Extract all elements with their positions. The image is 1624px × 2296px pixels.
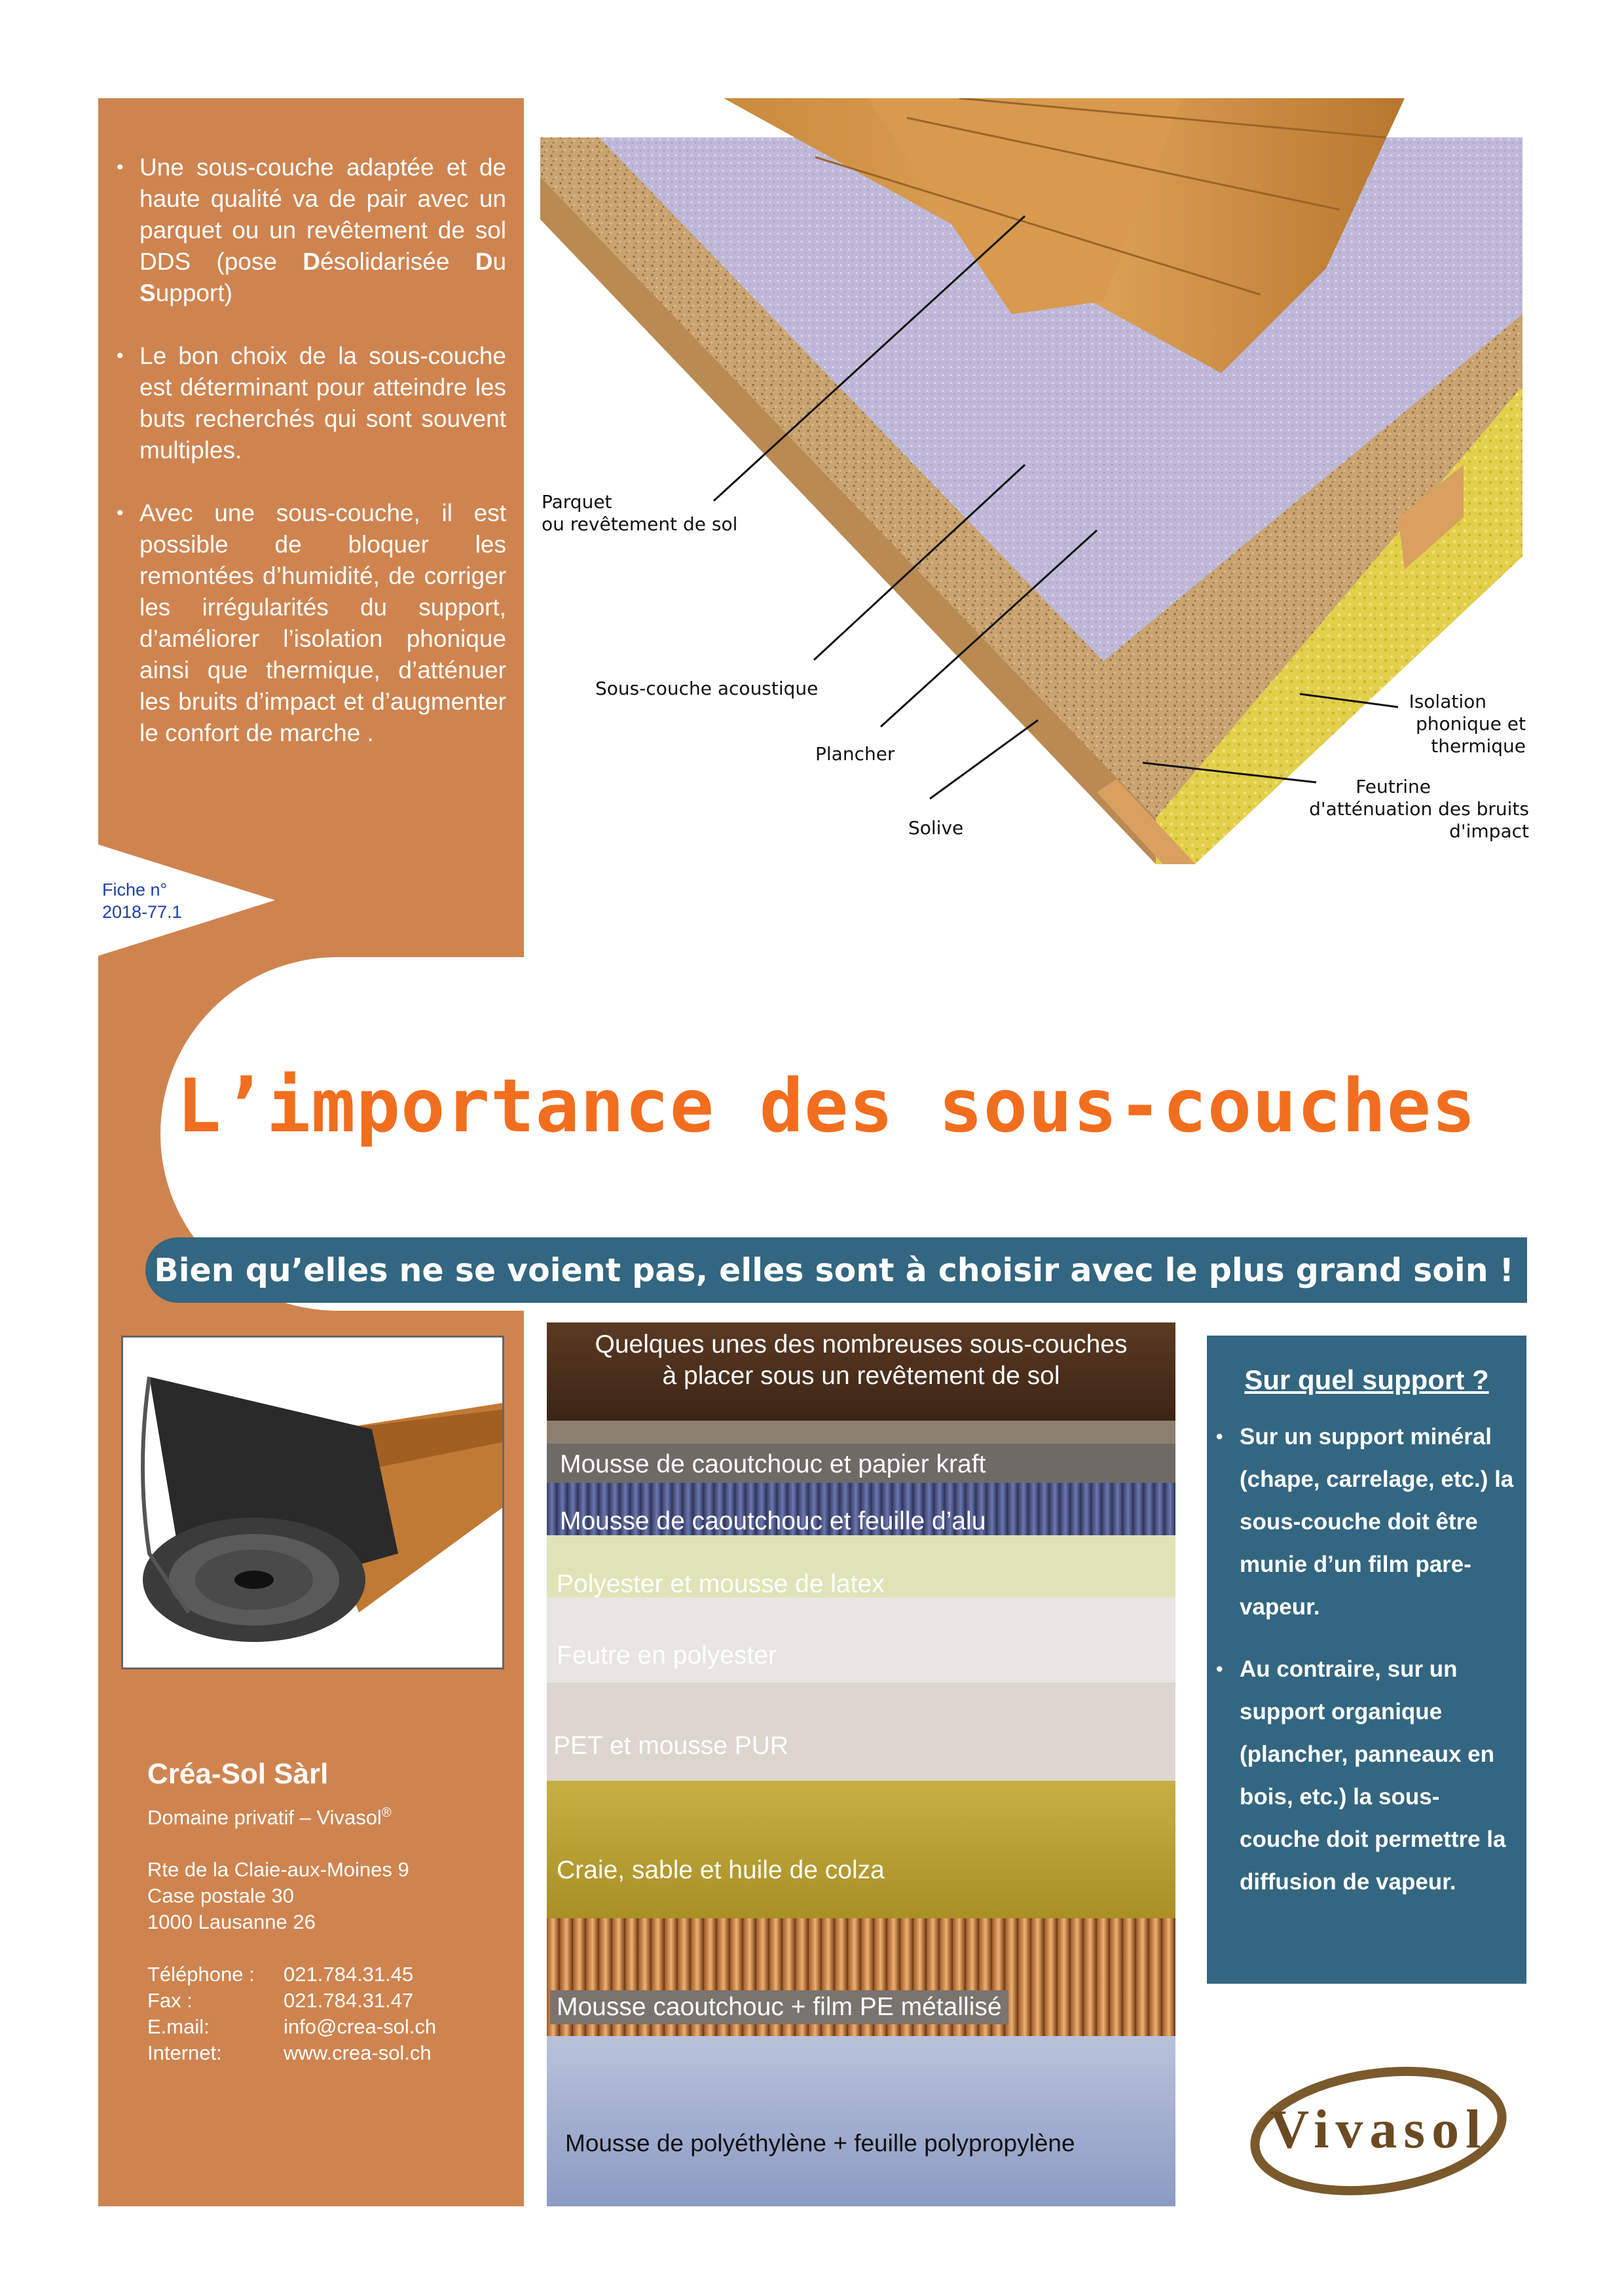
bullet-text: upport) (155, 280, 232, 306)
vivasol-logo (1238, 2062, 1513, 2200)
company-domain-text: Domaine privatif – Vivasol (147, 1806, 382, 1829)
sample-label: Polyester et mousse de latex (557, 1570, 885, 1598)
label-parquet-line1: Parquet (542, 491, 612, 513)
company-info (147, 1758, 436, 2066)
sample-label: Mousse de caoutchouc et papier kraft (560, 1450, 986, 1478)
page-title: L’importance des sous-couches (177, 1064, 1477, 1149)
company-domain (147, 1800, 436, 1831)
contact-website (147, 2040, 436, 2066)
company-name: Créa-Sol Sàrl (147, 1758, 329, 1790)
sample-strip-8 (547, 2036, 1175, 2206)
label-parquet (542, 491, 737, 536)
label-feutrine-line2: d'atténuation des bruits d'impact (1309, 798, 1529, 842)
bullet-bold-letter: D (303, 248, 320, 275)
contact-key: E.mail: (147, 2015, 210, 2039)
sample-kraft-edge (547, 1421, 1175, 1444)
contact-fax (147, 1988, 436, 2014)
sample-label: Mousse de caoutchouc et feuille d’alu (560, 1507, 986, 1535)
floor-layers-diagram (540, 98, 1529, 864)
registered-mark: ® (381, 1806, 392, 1820)
bullet-bold-letter: D (475, 248, 493, 275)
fiche-label-text: Fiche n° (102, 880, 168, 900)
address-line: Case postale 30 (147, 1884, 295, 1908)
intro-bullet (117, 498, 506, 749)
label-parquet-line2: ou revêtement de sol (542, 513, 738, 535)
sample-label: Craie, sable et huile de colza (557, 1856, 885, 1884)
email-link[interactable]: info@crea-sol.ch (284, 2015, 437, 2039)
logo-text: Vivasol (1269, 2099, 1488, 2160)
support-bullet: • Au contraire, sur un support organique (plancher, panneaux en bois, etc.) la sous-couche doit permettre la diffusion de vapeur. (1207, 1648, 1526, 1903)
contact-email (147, 2014, 436, 2040)
bullet-text: u (492, 248, 507, 275)
samples-heading-line1: Quelques unes des nombreuses sous-couches (595, 1330, 1128, 1358)
bullet-text: Une sous-couche adaptée et de haute qualité va de pair avec un parquet ou un revêtement de sol DDS (pose (139, 154, 506, 275)
contact-phone (147, 1961, 436, 1988)
contact-value: 021.784.31.47 (284, 1989, 414, 2013)
address-line: 1000 Lausanne 26 (147, 1910, 316, 1934)
underlay-samples (547, 1322, 1175, 2206)
underlay-roll-image (121, 1336, 504, 1669)
label-sous-couche: Sous-couche acoustique (595, 678, 819, 699)
contact-key: Téléphone : (147, 1963, 255, 1986)
contact-key: Fax : (147, 1989, 193, 2013)
fiche-number: 2018-77.1 (102, 902, 182, 922)
subtitle-banner: Bien qu’elles ne se voient pas, elles sont à choisir avec le plus grand soin ! (145, 1237, 1527, 1303)
roll-illustration (123, 1338, 502, 1667)
bullet-text: ésolidarisée (320, 248, 475, 275)
support-heading: Sur quel support ? (1244, 1364, 1489, 1395)
label-isolation (1320, 691, 1526, 757)
samples-heading-line2: à placer sous un revêtement de sol (662, 1362, 1060, 1390)
sample-label: PET et mousse PUR (553, 1732, 789, 1760)
intro-bullet-list (117, 152, 506, 780)
bullet-text: Le bon choix de la sous-couche est déterminant pour atteindre les buts recherchés qui sont souvent multiples. (139, 342, 506, 464)
sample-label: Mousse de polyéthylène + feuille polypropylène (565, 2130, 1075, 2157)
address-line: Rte de la Claie-aux-Moines 9 (147, 1858, 409, 1882)
bullet-bold-letter: S (139, 280, 156, 306)
support-bullet: • Sur un support minéral (chape, carrelage, etc.) la sous-couche doit être munie d’un film pare-vapeur. (1207, 1415, 1526, 1628)
sample-label: Mousse caoutchouc + film PE métallisé (550, 1990, 1008, 2024)
vivasol-logo-mark (1238, 2062, 1513, 2200)
samples-heading (566, 1329, 1156, 1392)
label-plancher: Plancher (815, 743, 895, 765)
label-feutrine (1225, 776, 1529, 843)
sample-strip-6 (547, 1781, 1175, 1918)
label-feutrine-line1: Feutrine (1356, 776, 1431, 797)
sample-label: Feutre en polyester (557, 1641, 777, 1669)
label-isolation-line1: Isolation (1409, 691, 1486, 712)
support-info-box (1207, 1336, 1526, 1984)
contact-key: Internet: (147, 2041, 222, 2065)
contact-value: 021.784.31.45 (284, 1963, 414, 1986)
fiche-label (102, 879, 182, 923)
intro-bullet (117, 340, 506, 466)
label-isolation-line2: phonique et thermique (1415, 713, 1526, 757)
website-link[interactable]: www.crea-sol.ch (284, 2041, 432, 2065)
intro-bullet (117, 152, 506, 309)
bullet-text: Avec une sous-couche, il est possible de bloquer les remontées d’humidité, de corriger les irrégularités du support, d’améliorer l’isolation phonique ainsi que thermique, d’atténuer les bruits d’impact et d’augmenter le confort de marche . (139, 500, 506, 746)
label-solive: Solive (908, 817, 964, 839)
